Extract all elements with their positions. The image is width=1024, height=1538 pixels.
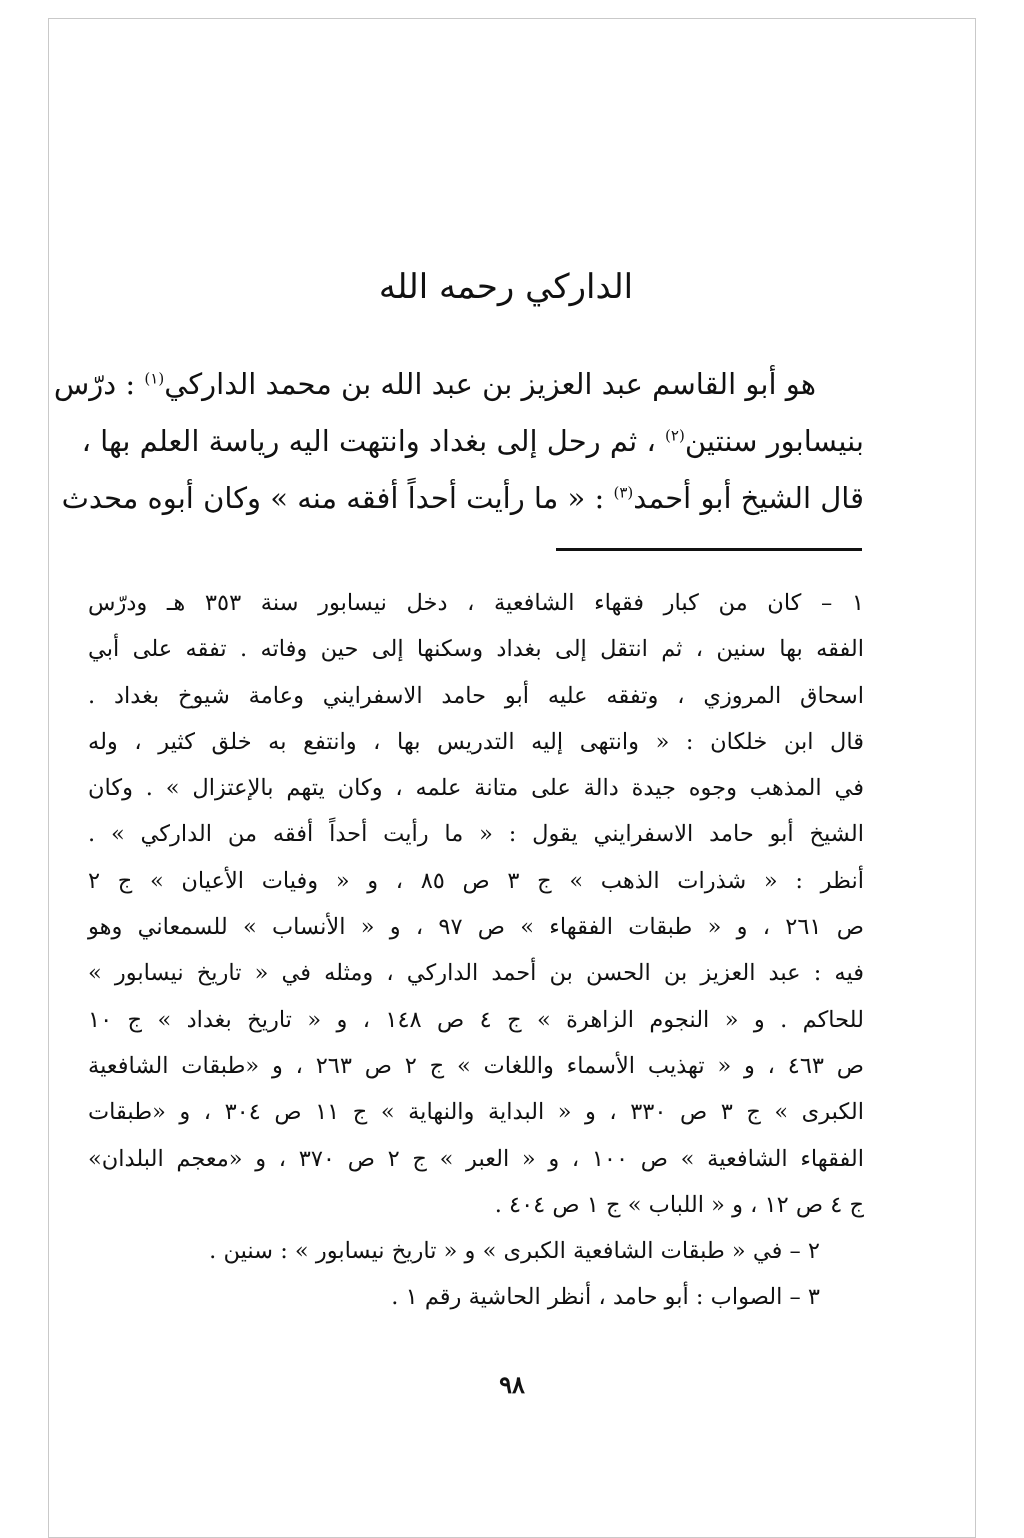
main-text	[53, 356, 864, 527]
footnote-1-line: قال ابن خلكان : « وانتهى إليه التدريس بها ، وانتفع به خلق كثير ، وله	[88, 728, 864, 755]
main-line-1-end: : درّس	[53, 367, 136, 401]
footnote-1-line: الكبرى » ج ٣ ص ٣٣٠ ، و « البداية والنهاية » ج ١١ ص ٣٠٤ ، و «طبقات	[88, 1099, 865, 1126]
footnote-1-line: اسحاق المروزي ، وتفقه عليه أبو حامد الاسفرايني وعامة شيوخ بغداد .	[88, 682, 864, 709]
footnotes	[88, 580, 864, 1321]
main-line-3-text: قال الشيخ أبو أحمد	[633, 481, 864, 515]
footnote-separator	[556, 548, 862, 551]
footnote-1-line: للحاكم . و « النجوم الزاهرة » ج ٤ ص ١٤٨ ، و « تاريخ بغداد » ج ١٠	[88, 1006, 864, 1033]
footnote-1-line: ص ٤٦٣ ، و « تهذيب الأسماء واللغات » ج ٢ ص ٢٦٣ ، و «طبقات الشافعية	[88, 1052, 864, 1079]
main-line-1-text: هو أبو القاسم عبد العزيز بن عبد الله بن محمد الداركي	[164, 367, 816, 401]
main-line-2-text: بنيسابور سنتين	[684, 424, 864, 458]
main-line-3-end: : « ما رأيت أحداً أفقه منه » وكان أبوه محدث	[61, 481, 605, 515]
main-line-2-end: ، ثم رحل إلى بغداد وانتهت اليه رياسة العلم بها ،	[81, 424, 656, 458]
footnote-1-line: الشيخ أبو حامد الاسفرايني يقول : « ما رأيت أحداً أفقه من الداركي » .	[88, 821, 864, 848]
footnote-marker-2: (٢)	[665, 426, 685, 445]
footnote-1-line: ١ – كان من كبار فقهاء الشافعية ، دخل نيسابور سنة ٣٥٣ هـ ودرّس	[88, 590, 864, 616]
main-line-3	[61, 470, 864, 527]
main-line-1	[53, 356, 864, 413]
footnote-1-line: أنظر : « شذرات الذهب » ج ٣ ص ٨٥ ، و « وفيات الأعيان » ج ٢	[88, 867, 864, 894]
main-line-2	[81, 413, 864, 470]
footnote-marker-1: (١)	[144, 369, 165, 388]
page-number: ٩٨	[499, 1370, 525, 1399]
footnote-1-line: في المذهب وجوه جيدة دالة على متانة علمه ، وكان يتهم بالإعتزال » . وكان	[88, 775, 864, 802]
footnote-2: ٢ – في « طبقات الشافعية الكبرى » و « تاريخ نيسابور » : سنين .	[209, 1238, 820, 1265]
footnote-1-line: الفقهاء الشافعية » ص ١٠٠ ، و « العبر » ج ٢ ص ٣٧٠ ، و «معجم البلدان»	[88, 1145, 864, 1172]
footnote-1-line: ص ٢٦١ ، و « طبقات الفقهاء » ص ٩٧ ، و « الأنساب » للسمعاني وهو	[88, 914, 864, 941]
footnote-1-line: ج ٤ ص ١٢ ، و « اللباب » ج ١ ص ٤٠٤ .	[494, 1191, 864, 1218]
footnote-3: ٣ – الصواب : أبو حامد ، أنظر الحاشية رقم ١ .	[391, 1284, 820, 1311]
footnote-marker-3: (٣)	[613, 483, 634, 502]
footnote-1-line: الفقه بها سنين ، ثم انتقل إلى بغداد وسكنها إلى حين وفاته . تفقه على أبي	[88, 636, 864, 663]
page-title: الداركي رحمه الله	[378, 267, 634, 307]
footnote-1-line: فيه : عبد العزيز بن الحسن بن أحمد الداركي ، ومثله في « تاريخ نيسابور »	[88, 960, 864, 987]
